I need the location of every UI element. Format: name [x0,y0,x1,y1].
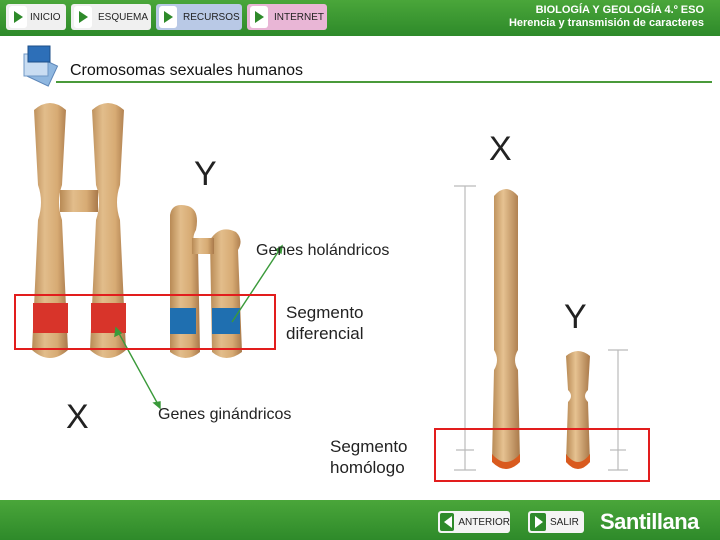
nav-inicio-button[interactable] [6,4,66,30]
play-icon [9,6,27,28]
segmento-homologo-highlight [434,428,650,482]
label-segmento-homologo-line1: Segmento [330,437,408,456]
play-icon [250,6,268,28]
label-segmento-diferencial-line1: Segmento [286,303,364,322]
course-title: BIOLOGÍA Y GEOLOGÍA 4.º ESO [535,4,704,16]
salir-button[interactable] [528,511,584,533]
label-y-left: Y [194,155,217,193]
arrow-left-icon [440,513,454,531]
nav-esquema-label: ESQUEMA [98,11,149,23]
salir-label: SALIR [550,516,579,528]
label-segmento-homologo-line2: homólogo [330,458,405,477]
label-segmento-diferencial-line2: diferencial [286,324,364,343]
nav-internet-label: INTERNET [274,11,324,23]
nav-esquema-button[interactable] [71,4,151,30]
course-header [509,4,704,30]
play-icon [74,6,92,28]
label-genes-holandricos: Genes holándricos [256,242,390,259]
anterior-label: ANTERIOR [458,516,510,528]
label-segmento-diferencial [286,302,364,344]
nav-inicio-label: INICIO [30,11,61,23]
label-x-right: X [489,130,512,168]
title-divider [56,81,712,83]
label-segmento-homologo [330,436,408,478]
x-chromosome-single [492,189,520,469]
arrow-right-icon [530,513,546,531]
page-title: Cromosomas sexuales humanos [70,62,303,79]
segmento-diferencial-highlight [14,294,276,350]
nav-recursos-label: RECURSOS [183,11,240,23]
label-x-left: X [66,398,89,436]
label-genes-ginandricos: Genes ginándricos [158,406,292,423]
label-y-right: Y [564,298,587,336]
anterior-button[interactable] [438,511,510,533]
nav-internet-button[interactable] [247,4,327,30]
course-subtitle: Herencia y transmisión de caracteres [508,17,704,29]
play-icon [159,6,177,28]
nav-recursos-button[interactable] [156,4,242,30]
santillana-logo: Santillana [600,509,699,534]
